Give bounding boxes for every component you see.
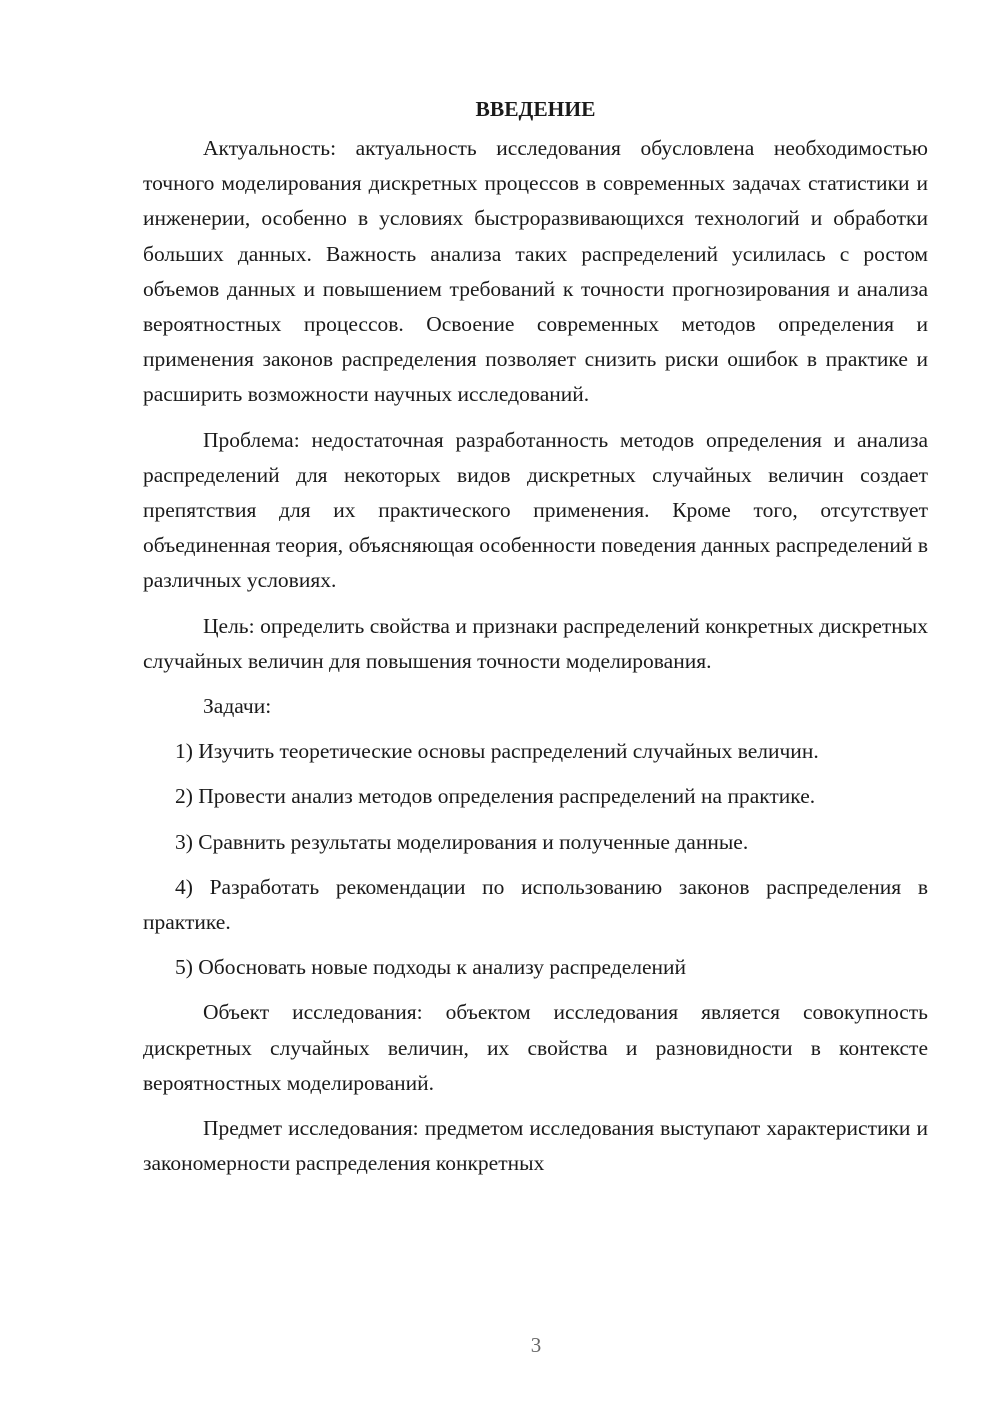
task-item: 2) Провести анализ методов определения распределений на практике. bbox=[175, 784, 816, 809]
task-item: 4) Разработать рекомендации по использованию законов распределения в практике. bbox=[143, 874, 928, 935]
task-item: 3) Сравнить результаты моделирования и полученные данные. bbox=[175, 829, 749, 854]
section-heading: ВВЕДЕНИЕ bbox=[475, 97, 596, 121]
subject-paragraph: Предмет исследования: предметом исследования выступают характеристики и закономерности распределения конкретных bbox=[143, 1116, 928, 1176]
goal-paragraph: Цель: определить свойства и признаки распределений конкретных дискретных случайных величин для повышения точности моделирования. bbox=[143, 613, 928, 673]
page-content bbox=[143, 92, 928, 1191]
page-number: 3 bbox=[530, 1333, 542, 1357]
relevance-paragraph: Актуальность: актуальность исследования обусловлена необходимостью точного моделирования дискретных процессов в современных задачах статистики и инженерии, особенно в условиях быстроразвивающихся технологий и обработки больших данных. Важность анализа таких распределений усилилась с ростом объемов данных и повышением требований к точности прогнозирования и анализа вероятностных процессов. Освоение современных методов определения и применения законов распределения позволяет снизить риски ошибок в практике и расширить возможности научных исследований. bbox=[143, 136, 928, 407]
task-item: 1) Изучить теоретические основы распределений случайных величин. bbox=[175, 739, 819, 764]
problem-paragraph: Проблема: недостаточная разработанность методов определения и анализа распределений для некоторых видов дискретных случайных величин создает препятствия для их практического применения. Кроме того, отсутствует объединенная теория, объясняющая особенности поведения данных распределений в различных условиях. bbox=[143, 427, 928, 593]
tasks-label: Задачи: bbox=[203, 694, 272, 719]
object-paragraph: Объект исследования: объектом исследования является совокупность дискретных случайных величин, их свойства и разновидности в контексте вероятностных моделирований. bbox=[143, 1000, 928, 1095]
task-item: 5) Обосновать новые подходы к анализу распределений bbox=[175, 955, 687, 980]
